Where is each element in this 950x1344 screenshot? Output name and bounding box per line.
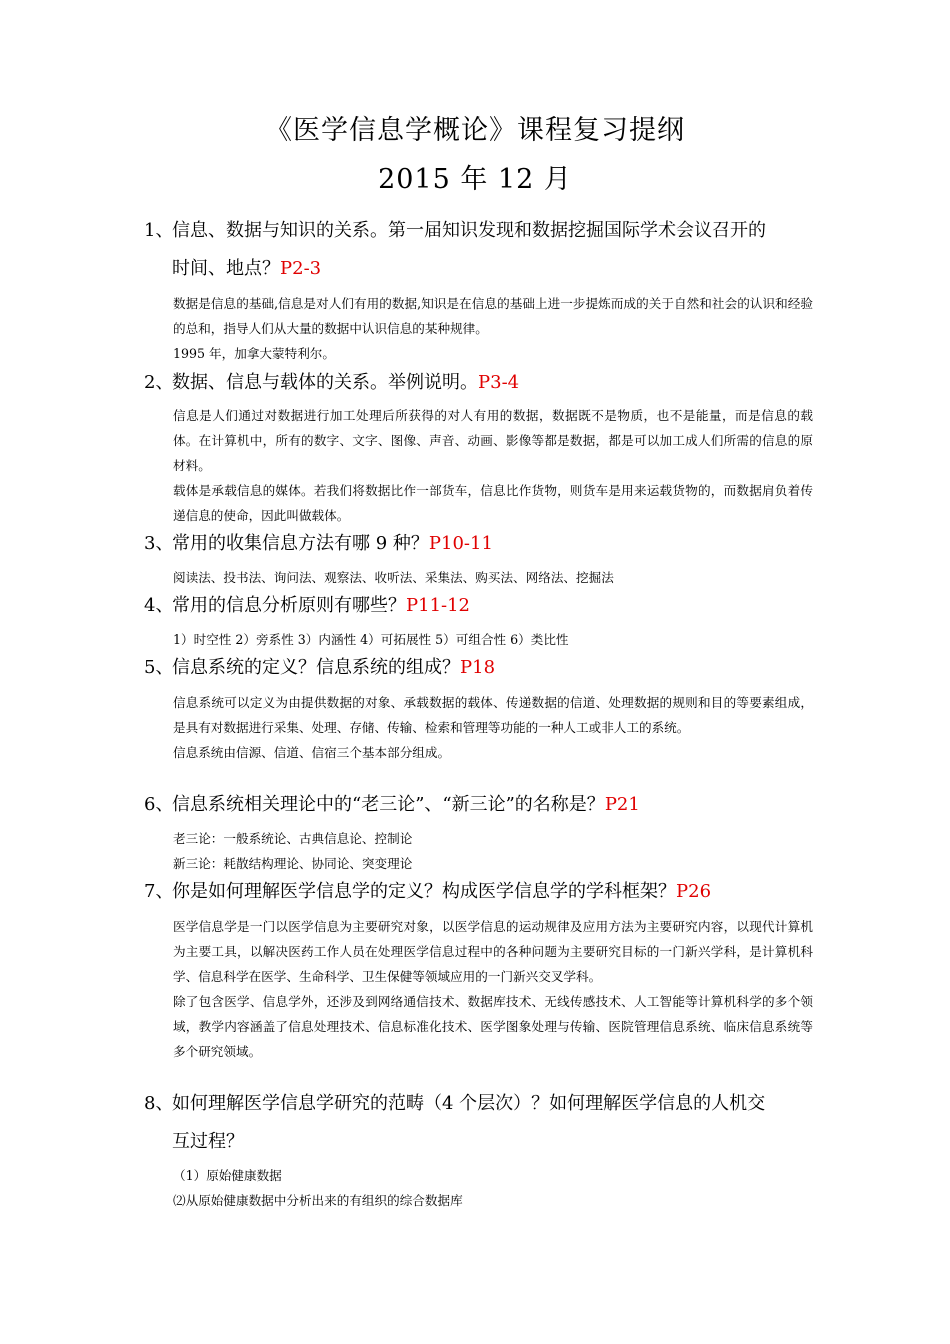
answer-paragraph: 信息系统可以定义为由提供数据的对象、承载数据的载体、传递数据的信道、处理数据的规则和目的等要素组成，是具有对数据进行采集、处理、存储、传输、检索和管理等功能的一种人工或非人工的系统。 [173, 695, 813, 735]
answer-paragraph: 信息是人们通过对数据进行加工处理后所获得的对人有用的数据，数据既不是物质，也不是能量，而是信息的载体。在计算机中，所有的数字、文字、图像、声音、动画、影像等都是数据，都是可以加工成人们所需的信息的原材料。 [173, 408, 813, 473]
answer-paragraph: 新三论：耗散结构理论、协同论、突变理论 [173, 856, 413, 871]
question-text: 信息、数据与知识的关系。第一届知识发现和数据挖掘国际学术会议召开的 [172, 220, 766, 241]
question-text: 常用的信息分析原则有哪些？ [172, 595, 406, 616]
answer-7 [173, 914, 813, 1064]
question-text-cont: 时间、地点？ [172, 258, 280, 279]
answer-8 [173, 1163, 813, 1213]
answer-paragraph: 老三论：一般系统论、古典信息论、控制论 [173, 831, 413, 846]
question-number: 3、 [144, 533, 174, 554]
answer-paragraph: ⑵从原始健康数据中分析出来的有组织的综合数据库 [173, 1193, 463, 1208]
answer-paragraph: 1995 年，加拿大蒙特利尔。 [173, 346, 335, 361]
question-text-cont: 互过程？ [172, 1131, 244, 1152]
page-reference: P3-4 [478, 372, 520, 393]
answer-paragraph: 信息系统由信源、信道、信宿三个基本部分组成。 [173, 745, 451, 760]
page-reference: P11-12 [406, 595, 471, 616]
page-reference: P21 [604, 794, 640, 815]
answer-paragraph: 医学信息学是一门以医学信息为主要研究对象，以医学信息的运动规律及应用方法为主要研究内容，以现代计算机为主要工具，以解决医药工作人员在处理医学信息过程中的各种问题为主要研究目标的一门新兴学科，是计算机科学、信息科学在医学、生命科学、卫生保健等领域应用的一门新兴交叉学科。 [173, 919, 813, 984]
page-reference: P2-3 [280, 258, 322, 279]
page-reference: P10-11 [428, 533, 493, 554]
page-reference: P18 [460, 657, 496, 678]
answer-paragraph: 1）时空性 2）旁系性 3）内涵性 4）可拓展性 5）可组合性 6）类比性 [173, 632, 569, 647]
answer-paragraph: （1）原始健康数据 [173, 1168, 282, 1183]
question-number: 2、 [144, 372, 174, 393]
question-6 [144, 786, 824, 824]
question-text: 数据、信息与载体的关系。举例说明。 [172, 372, 478, 393]
question-8 [144, 1085, 824, 1161]
question-number: 5、 [144, 657, 174, 678]
question-number: 7、 [144, 881, 174, 902]
question-text: 如何理解医学信息学研究的范畴（4 个层次）？如何理解医学信息的人机交 [172, 1093, 766, 1114]
question-text: 你是如何理解医学信息学的定义？构成医学信息学的学科框架？ [172, 881, 676, 902]
page-reference: P26 [676, 881, 712, 902]
question-number: 6、 [144, 794, 174, 815]
question-2 [144, 364, 824, 402]
question-number: 4、 [144, 595, 174, 616]
question-5 [144, 649, 824, 687]
answer-1 [173, 291, 813, 366]
question-text: 信息系统相关理论中的“老三论”、“新三论”的名称是？ [172, 794, 605, 815]
question-number: 1、 [144, 220, 174, 241]
answer-5 [173, 690, 813, 765]
answer-paragraph: 载体是承载信息的媒体。若我们将数据比作一部货车，信息比作货物，则货车是用来运载货物的，而数据肩负着传递信息的使命，因此叫做载体。 [173, 483, 813, 523]
question-1 [144, 212, 824, 288]
answer-paragraph: 数据是信息的基础,信息是对人们有用的数据,知识是在信息的基础上进一步提炼而成的关于自然和社会的认识和经验的总和，指导人们从大量的数据中认识信息的某种规律。 [173, 296, 813, 336]
question-3 [144, 525, 824, 563]
question-7 [144, 873, 824, 911]
question-text: 常用的收集信息方法有哪 9 种？ [172, 533, 429, 554]
question-4 [144, 587, 824, 625]
question-number: 8、 [144, 1093, 174, 1114]
document-date: 2015 年 12 月 [378, 164, 572, 195]
answer-paragraph: 除了包含医学、信息学外，还涉及到网络通信技术、数据库技术、无线传感技术、人工智能等计算机科学的多个领域，教学内容涵盖了信息处理技术、信息标准化技术、医学图象处理与传输、医院管理信息系统、临床信息系统等多个研究领域。 [173, 994, 813, 1059]
answer-6 [173, 826, 813, 876]
document-title: 《医学信息学概论》课程复习提纲 [265, 115, 685, 146]
question-text: 信息系统的定义？信息系统的组成？ [172, 657, 460, 678]
answer-2 [173, 403, 813, 528]
answer-paragraph: 阅读法、投书法、询问法、观察法、收听法、采集法、购买法、网络法、挖掘法 [173, 570, 614, 585]
